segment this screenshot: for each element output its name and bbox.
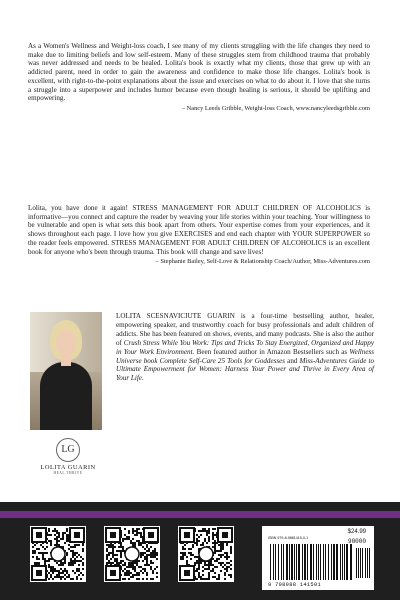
bio-part-1: LOLITA SCESNAVICIUTE GUARIN is a four-time bestselling author, healer, empowering speaker, and trustworthy coach for busy professionals and adult children of addicts. She has been featured on shows, events, and many podcasts. She is also the author of [116,312,374,347]
author-section [24,312,376,492]
isbn-label: ISBN 979-8-9881415-0-1 [268,536,309,540]
author-photo [30,312,102,430]
testimonial-1 [28,42,370,113]
qr-code-3[interactable] [178,526,234,582]
logo-tagline: HEAL THRIVE [53,471,83,475]
cover-content [24,22,376,500]
price-label: $24.99 [347,529,366,535]
testimonial-2 [28,204,370,266]
testimonial-1-text: As a Women's Wellness and Weight-loss coach, I see many of my clients struggling with the life changes they need to make due to limiting beliefs and low self-esteem. Many of these struggles stem from childhood trauma that probably was never addressed and needs to be healed. Lolita's book is exactly what my clients, those that grew up with an addicted parent, need in order to gain the awareness and confidence to make those life changes. Lolita's book is excellent, with right-to-the-point explanations about the issue and exercises on what to do about it. I love that she turns a struggle into a superpower and includes humor because even though healing is serious, it should be uplifting and empowering. [28,42,370,103]
qr-code-2[interactable] [104,526,160,582]
bio-title-2: Wellness Universe book Complete Self-Care 25 Tools for Goddesses [116,347,374,365]
logo-monogram: LG [56,438,80,462]
addon-number: 90000 [347,538,366,545]
testimonial-2-text: Lolita, you have done it again! STRESS MANAGEMENT FOR ADULT CHILDREN OF ALCOHOLICS is informative—you connect and capture the reader by weaving your life stories within your teaching. Your willingness to be vulnerable and open is what sets this book apart from others. Your expertise comes from your experiences, and it shows throughout each page. I love how you give EXERCISES and end each chapter with YOUR SUPERPOWER so the reader feels empowered. STRESS MANAGEMENT FOR ADULT CHILDREN OF ALCOHOLICS is an excellent book for anyone who's been through trauma. This book will change and save lives! [28,204,370,256]
purple-stripe [0,511,400,518]
author-logo [38,438,98,488]
bio-title-3: Miss-Adventures Guide to Ultimate Empowerment for Women: Harness Your Power and Thrive in Every Area of Your Life. [116,356,374,383]
bio-part-2: Been featured author in Amazon Bestsellers such as [194,347,350,356]
isbn-barcode [262,526,374,590]
logo-name: LOLITA GUARIN [40,464,96,471]
bio-part-3: and [285,356,300,365]
qr-code-1[interactable] [30,526,86,582]
author-bio [116,312,374,383]
bio-title-1: Crush Stress While You Work: Tips and Tricks To Stay Energized, Organized and Happy in Your Work Environment. [116,338,374,356]
testimonial-2-attribution: – Stephanie Bailey, Self-Love & Relationship Coach/Author, Miss-Adventures.com [155,258,370,266]
testimonial-1-attribution: – Nancy Leeds Gribble, Weight-loss Coach, www.nancyleedsgribble.com [181,104,370,112]
barcode-digits: 9 798988 141501 [268,582,322,588]
